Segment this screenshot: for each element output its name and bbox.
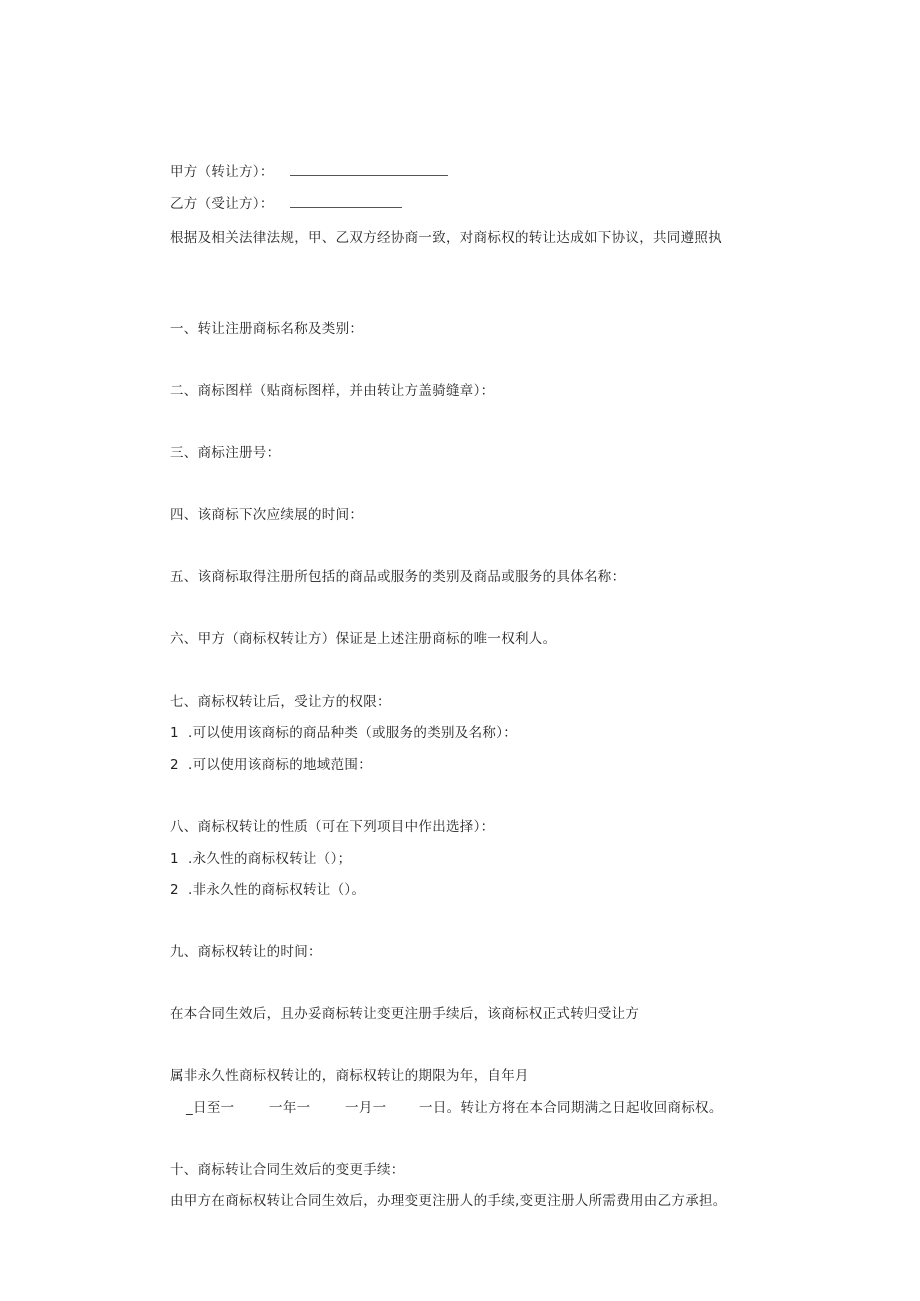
item-number: 1 [170,725,179,741]
party-a-line [170,160,448,180]
section-1-heading: 一、转让注册商标名称及类别： [170,321,364,337]
party-a-blank [290,163,448,176]
item-text: .可以使用该商标的商品种类（或服务的类别及名称）： [188,725,518,741]
section-9-heading: 九、商标权转让的时间： [170,944,322,960]
date-part-month: 一月一 [345,1100,387,1116]
party-b-label: 乙方（受让方）： [170,196,274,212]
section-7-item-1 [170,721,517,741]
section-9-paragraph-2: 属非永久性商标权转让的，商标权转让的期限为年，自年月 [170,1068,529,1084]
section-7-item-2 [170,753,372,773]
item-number: 2 [170,757,179,773]
section-6-heading: 六、甲方（商标权转让方）保证是上述注册商标的唯一权利人。 [170,631,557,647]
section-4-heading: 四、该商标下次应续展的时间： [170,507,364,523]
section-3-heading: 三、商标注册号： [170,445,281,461]
date-part-day: _日至一 [186,1100,235,1116]
section-2-heading: 二、商标图样（贴商标图样，并由转让方盖骑缝章）： [170,383,495,399]
date-part-year: 一年一 [269,1100,311,1116]
section-8-item-1 [170,847,351,867]
section-9-paragraph-1: 在本合同生效后，且办妥商标转让变更注册手续后，该商标权正式转归受让方 [170,1006,640,1022]
section-10-heading: 十、商标转让合同生效后的变更手续： [170,1162,405,1178]
section-8-item-2 [170,878,365,898]
section-9-paragraph-3 [186,1096,723,1116]
section-10-paragraph: 由甲方在商标权转让合同生效后，办理变更注册人的手续,变更注册人所需费用由乙方承担。 [170,1193,727,1209]
section-8-heading: 八、商标权转让的性质（可在下列项目中作出选择）： [170,819,495,835]
party-a-label: 甲方（转让方）： [170,164,274,180]
preamble: 根据及相关法律法规，甲、乙双方经协商一致，对商标权的转让达成如下协议，共同遵照执 [170,230,722,246]
section-7-heading: 七、商标权转让后，受让方的权限： [170,694,391,710]
section-5-heading: 五、该商标取得注册所包括的商品或服务的类别及商品或服务的具体名称： [170,569,626,585]
date-part-end: 一日。转让方将在本合同期满之日起收回商标权。 [419,1100,723,1116]
item-text: .可以使用该商标的地域范围： [188,757,372,773]
party-b-blank [290,195,402,208]
item-number: 1 [170,851,179,867]
item-text: .永久性的商标权转让（）； [188,851,352,867]
item-number: 2 [170,882,179,898]
item-text: .非永久性的商标权转让（）。 [188,882,366,898]
party-b-line [170,192,402,212]
